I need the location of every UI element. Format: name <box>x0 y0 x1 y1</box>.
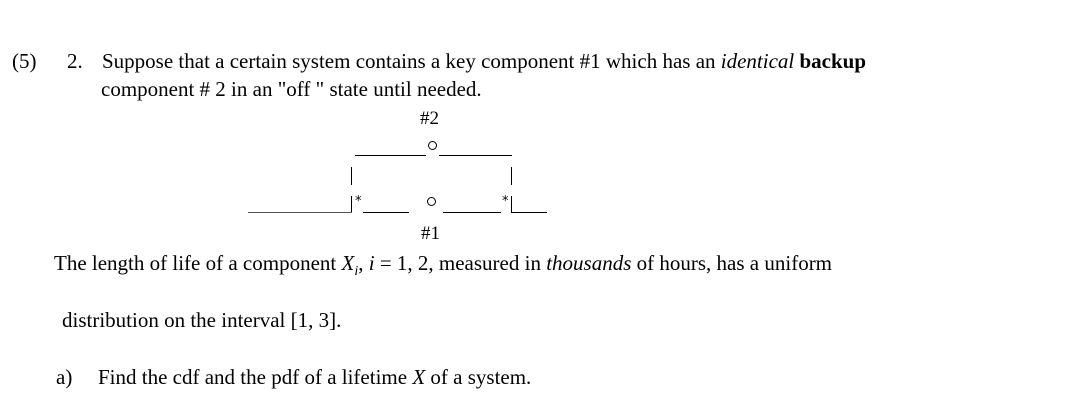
label-component-1: #1 <box>421 223 440 244</box>
input-wire <box>248 212 352 213</box>
subscript-i: i <box>354 264 359 280</box>
body-text-d: of hours, has a uniform <box>631 251 833 275</box>
switch-circle-bottom <box>427 197 436 206</box>
statement-text: Suppose that a certain system contains a key component #1 which has an <box>102 49 721 73</box>
body-sentence <box>54 251 832 284</box>
left-vertical-wire-lower <box>351 196 352 213</box>
variable-x: X <box>341 251 355 275</box>
part-a-text-a: Find the cdf and the pdf of a lifetime <box>98 365 413 389</box>
label-component-2: #2 <box>420 108 439 129</box>
emphasis-identical: identical <box>720 49 795 73</box>
problem-points: (5) <box>12 49 37 73</box>
output-wire <box>512 212 547 213</box>
part-a-question <box>98 365 531 389</box>
switch-circle-top <box>428 141 437 150</box>
body-text-c: = 1, 2, measured in <box>374 251 547 275</box>
body-distribution-line: distribution on the interval [1, 3]. <box>62 308 342 332</box>
junction-star-left: * <box>355 194 362 209</box>
problem-number: 2. <box>67 49 83 73</box>
right-vertical-wire-lower <box>511 196 512 213</box>
part-a-text-b: of a system. <box>425 365 532 389</box>
bottom-wire-right <box>443 212 501 213</box>
body-text-b: , <box>358 251 369 275</box>
top-wire-right <box>439 155 512 156</box>
emphasis-thousands: thousands <box>546 251 632 275</box>
problem-statement-line2: component # 2 in an "off " state until needed. <box>101 77 482 101</box>
junction-star-right: * <box>502 194 509 209</box>
left-vertical-wire-upper <box>351 167 352 185</box>
bold-backup: backup <box>799 49 867 73</box>
right-vertical-wire-upper <box>511 167 512 185</box>
variable-i: i <box>368 251 375 275</box>
top-wire-left <box>355 155 426 156</box>
part-a-label: a) <box>56 365 73 389</box>
part-a-variable-x: X <box>412 365 426 389</box>
bottom-wire-left <box>363 212 409 213</box>
problem-statement-line1 <box>102 49 866 73</box>
body-text-a: The length of life of a component <box>54 251 342 275</box>
